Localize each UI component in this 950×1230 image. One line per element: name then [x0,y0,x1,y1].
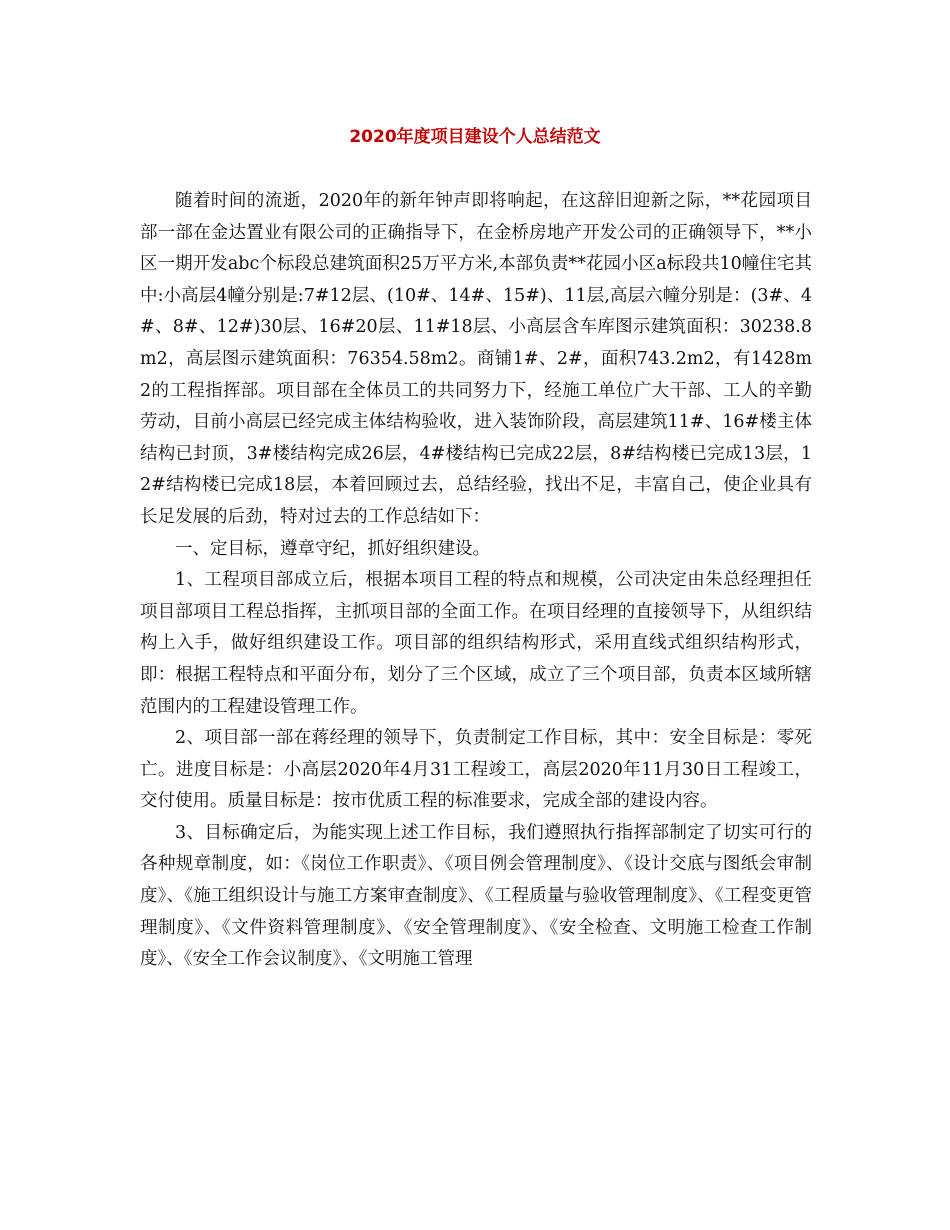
document-title: 2020年度项目建设个人总结范文 [349,127,601,147]
document-body [140,186,812,976]
section-heading-1: 一、定目标，遵章守纪，抓好组织建设。 [175,538,490,559]
paragraph-item-3: 3、目标确定后，为能实现上述工作目标，我们遵照执行指挥部制定了切实可行的各种规章制度，如：《岗位工作职责》、《项目例会管理制度》、《设计交底与图纸会审制度》、《施工组织设计与施工方案审查制度》、《工程质量与验收管理制度》、《工程变更管理制度》、《文件资料管理制度》、《安全管理制度》、《安全检查、文明施工检查工作制度》、《安全工作会议制度》、《文明施工管理 [140,822,812,970]
paragraph-item-2: 2、项目部一部在蒋经理的领导下，负责制定工作目标，其中：安全目标是：零死亡。进度目标是：小高层2020年4月31工程竣工，高层2020年11月30日工程竣工，交付使用。质量目标是：按市优质工程的标准要求，完成全部的建设内容。 [140,728,812,812]
paragraph-item-1: 1、工程项目部成立后，根据本项目工程的特点和规模，公司决定由朱总经理担任项目部项目工程总指挥，主抓项目部的全面工作。在项目经理的直接领导下，从组织结构上入手，做好组织建设工作。项目部的组织结构形式，采用直线式组织结构形式，即：根据工程特点和平面分布，划分了三个区域，成立了三个项目部，负责本区域所辖范围内的工程建设管理工作。 [140,570,812,717]
paragraph-intro: 随着时间的流逝，2020年的新年钟声即将响起，在这辞旧迎新之际，**花园项目部一部在金达置业有限公司的正确指导下，在金桥房地产开发公司的正确领导下，**小区一期开发abc个标段总建筑面积25万平方米,本部负责**花园小区a标段共10幢住宅其中:小高层4幢分别是:7#12层、(10#、14#、15#)、11层,高层六幢分别是：(3#、4#、8#、12#)30层、16#20层、11#18层、小高层含车库图示建筑面积：30238.8m2，高层图示建筑面积：76354.58m2。商铺1#、2#，面积743.2m2，有1428m2的工程指挥部。项目部在全体员工的共同努力下，经施工单位广大干部、工人的辛勤劳动，目前小高层已经完成主体结构验收，进入装饰阶段，高层建筑11#、16#楼主体结构已封顶，3#楼结构完成26层，4#楼结构已完成22层，8#结构楼已完成13层，12#结构楼已完成18层，本着回顾过去，总结经验，找出不足，丰富自己，使企业具有长足发展的后劲，特对过去的工作总结如下： [140,191,812,527]
